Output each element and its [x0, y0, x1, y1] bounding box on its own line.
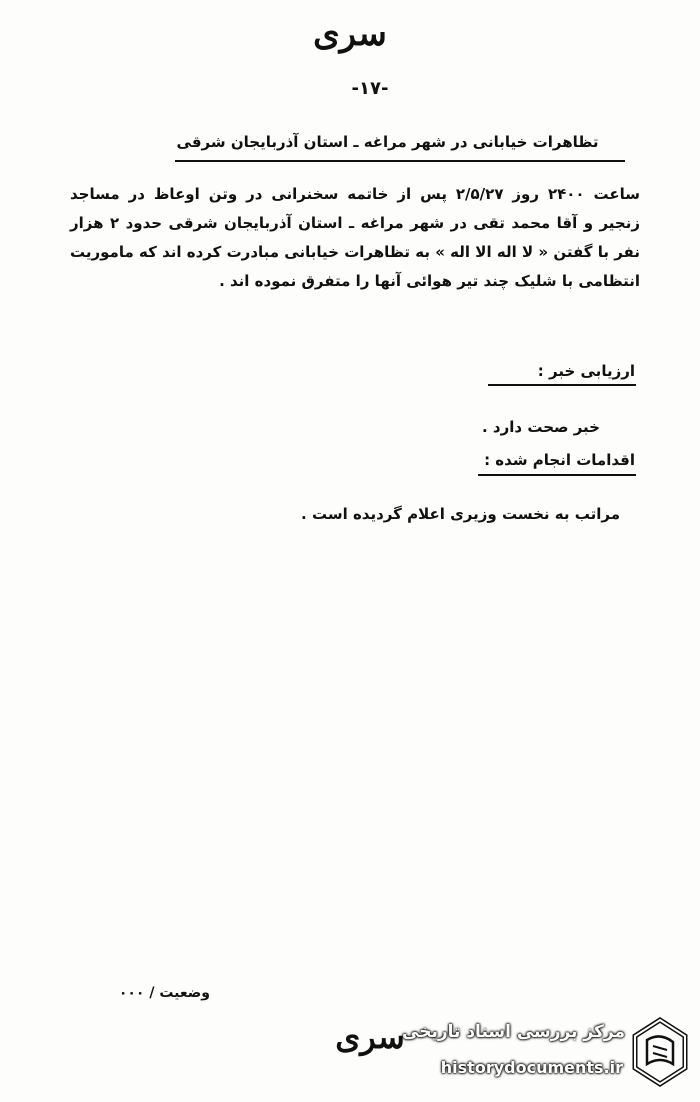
archive-logo-icon	[629, 1016, 691, 1088]
document-body: ساعت ۲۴۰۰ روز ۲/۵/۲۷ پس از خاتمه سخنرانی در وتن اوعاظ در مساجد زنجیر و آقا محمد تقی در شهر مراغه ـ استان آذربایجان شرقی حدود ۲ هزار نفر با گفتن « لا اله الا اله » به تظاهرات خیابانی مبادرت کرده اند که ماموریت انتظامی با شلیک چند تیر هوائی آنها را متفرق نموده اند .	[70, 185, 641, 290]
assessment-underline	[488, 384, 636, 386]
actions-underline	[478, 474, 636, 476]
watermark-url: historydocuments.ir	[440, 1058, 623, 1077]
actions-heading: اقدامات انجام شده :	[484, 451, 635, 469]
page-number: -۱۷-	[351, 78, 389, 99]
actions-value: مراتب به نخست وزیری اعلام گردیده است .	[301, 505, 620, 523]
assessment-heading: ارزیابی خبر :	[537, 362, 635, 380]
watermark-title: مرکز بررسی اسناد تاریخی	[402, 1022, 625, 1042]
document-title: تظاهرات خیابانی در شهر مراغه ـ استان آذربایجان شرقی	[176, 133, 599, 151]
watermark	[402, 1012, 695, 1092]
classification-stamp-top: سری	[313, 14, 387, 54]
assessment-value: خبر صحت دارد .	[482, 418, 600, 436]
title-underline	[175, 160, 625, 162]
classification-stamp-bottom: سری	[335, 1018, 405, 1056]
status-line: وضعیت / ۰۰۰	[118, 985, 210, 1001]
